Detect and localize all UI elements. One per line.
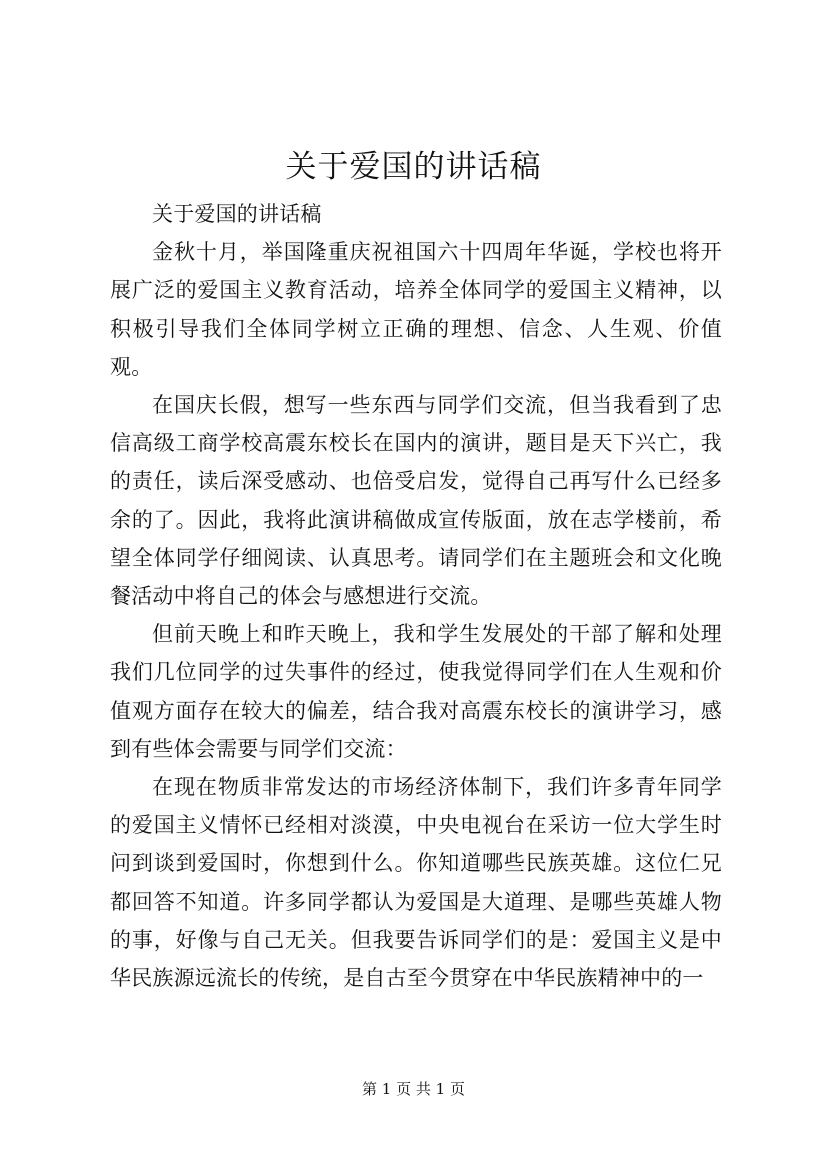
body-paragraph: 在国庆长假，想写一些东西与同学们交流，但当我看到了忠信高级工商学校高震东校长在国内的演讲，题目是天下兴亡，我的责任，读后深受感动、也倍受启发，觉得自己再写什么已经多余的了。因此，我将此演讲稿做成宣传版面，放在志学楼前，希望全体同学仔细阅读、认真思考。请同学们在主题班会和文化晚餐活动中将自己的体会与感想进行交流。 [110, 393, 722, 609]
document-body [110, 195, 722, 997]
document-title: 关于爱国的讲话稿 [285, 149, 542, 185]
subtitle-paragraph: 关于爱国的讲话稿 [152, 202, 322, 226]
body-paragraph: 在现在物质非常发达的市场经济体制下，我们许多青年同学的爱国主义情怀已经相对淡漠，中央电视台在采访一位大学生时问到谈到爱国时，你想到什么。你知道哪些民族英雄。这位仁兄都回答不知道。许多同学都认为爱国是大道理、是哪些英雄人物的事，好像与自己无关。但我要告诉同学们的是：爱国主义是中华民族源远流长的传统，是自古至今贯穿在中华民族精神中的一 [110, 775, 722, 991]
body-paragraph: 金秋十月，举国隆重庆祝祖国六十四周年华诞，学校也将开展广泛的爱国主义教育活动，培养全体同学的爱国主义精神，以积极引导我们全体同学树立正确的理想、信念、人生观、价值观。 [110, 240, 722, 379]
body-paragraph: 但前天晚上和昨天晚上，我和学生发展处的干部了解和处理我们几位同学的过失事件的经过，使我觉得同学们在人生观和价值观方面存在较大的偏差，结合我对高震东校长的演讲学习，感到有些体会需要与同学们交流： [110, 622, 722, 761]
page-number-footer: 第 1 页 共 1 页 [362, 1080, 465, 1098]
